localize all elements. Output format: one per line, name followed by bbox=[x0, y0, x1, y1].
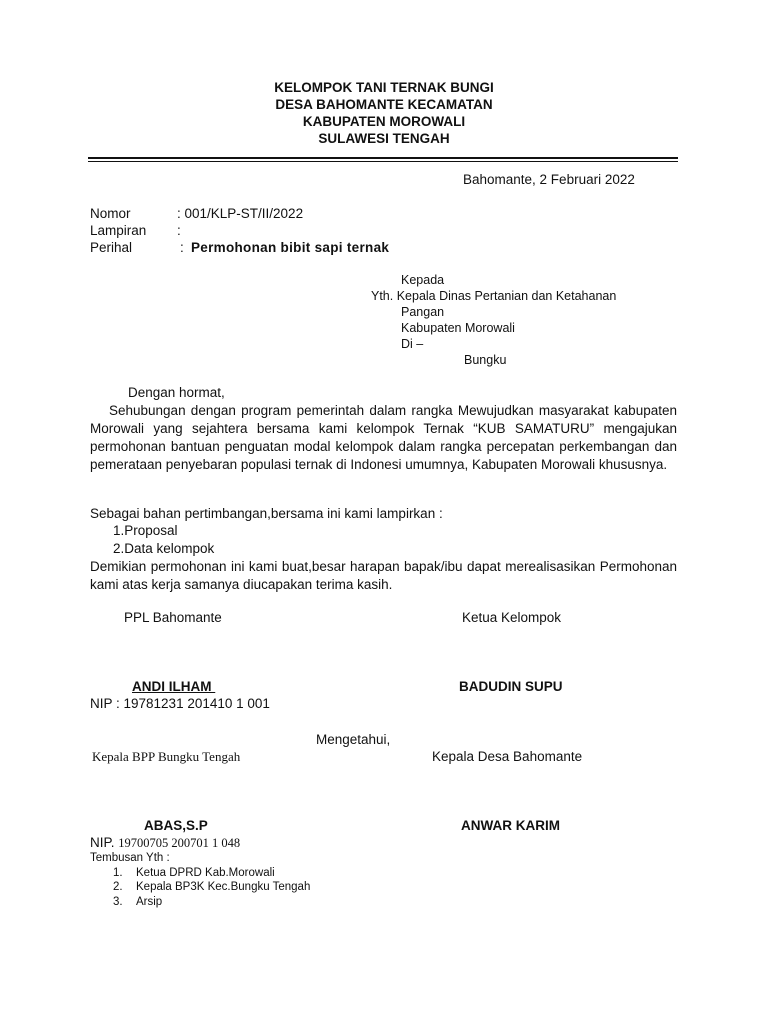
lampiran-value: : bbox=[177, 223, 181, 238]
signature-right-name: BADUDIN SUPU bbox=[459, 679, 563, 694]
perihal-colon: : bbox=[180, 240, 184, 255]
signature-right-title: Ketua Kelompok bbox=[462, 610, 562, 625]
tembusan-num-1: 1. bbox=[113, 867, 123, 879]
signature-right2-title: Kepala Desa Bahomante bbox=[432, 749, 583, 764]
attachment-item-data: 2.Data kelompok bbox=[113, 541, 215, 556]
mengetahui-label: Mengetahui, bbox=[316, 732, 391, 747]
signature-right2-name: ANWAR KARIM bbox=[461, 818, 560, 833]
perihal-label: Perihal bbox=[90, 240, 133, 255]
nip-label: NIP. bbox=[90, 835, 119, 850]
letterhead-line-3: KABUPATEN MOROWALI bbox=[302, 114, 466, 129]
attachment-item-proposal: 1.Proposal bbox=[113, 523, 178, 538]
recipient-pangan: Pangan bbox=[401, 305, 445, 319]
tembusan-title: Tembusan Yth : bbox=[90, 852, 170, 864]
tembusan-item-1: Ketua DPRD Kab.Morowali bbox=[136, 867, 275, 879]
signature-left-title: PPL Bahomante bbox=[124, 610, 222, 625]
signature-left-name: ANDI ILHAM bbox=[132, 679, 216, 694]
attachments-intro: Sebagai bahan pertimbangan,bersama ini kami lampirkan : bbox=[90, 506, 443, 521]
signature-left2-name: ABAS,S.P bbox=[144, 818, 208, 833]
salutation: Dengan hormat, bbox=[128, 385, 225, 400]
recipient-city: Bungku bbox=[464, 353, 507, 367]
signature-left2-title: Kepala BPP Bungku Tengah bbox=[92, 749, 241, 764]
nomor-value: : 001/KLP-ST/II/2022 bbox=[177, 206, 304, 221]
recipient-yth: Yth. Kepala Dinas Pertanian dan Ketahanan bbox=[371, 289, 617, 303]
tembusan-item-3: Arsip bbox=[136, 896, 163, 908]
place-date: Bahomante, 2 Februari 2022 bbox=[463, 172, 635, 187]
tembusan-num-2: 2. bbox=[113, 881, 123, 893]
tembusan-item-2: Kepala BP3K Kec.Bungku Tengah bbox=[136, 881, 311, 893]
closing-paragraph: Demikian permohonan ini kami buat,besar harapan bapak/ibu dapat merealisasikan Permohonan kami atas kerja samanya diucapakan terima kasih. bbox=[90, 559, 677, 592]
letterhead-divider-thick bbox=[88, 157, 678, 159]
signature-left2-nip bbox=[90, 835, 240, 851]
letterhead-divider-thin bbox=[88, 161, 678, 162]
signature-left-nip: NIP : 19781231 201410 1 001 bbox=[90, 696, 270, 711]
perihal-value: Permohonan bibit sapi ternak bbox=[191, 240, 390, 255]
letterhead-line-1: KELOMPOK TANI TERNAK BUNGI bbox=[274, 80, 494, 95]
tembusan-num-3: 3. bbox=[113, 896, 123, 908]
nip-value: 19700705 200701 1 048 bbox=[118, 836, 241, 850]
letterhead-line-4: SULAWESI TENGAH bbox=[318, 131, 450, 146]
recipient-kepada: Kepada bbox=[401, 273, 445, 287]
recipient-kabupaten: Kabupaten Morowali bbox=[401, 321, 515, 335]
lampiran-label: Lampiran bbox=[90, 223, 147, 238]
recipient-di: Di – bbox=[401, 337, 424, 351]
body-paragraph: Sehubungan dengan program pemerintah dalam rangka Mewujudkan masyarakat kabupaten Morowali yang sejahtera bersama kami kelompok Ternak “KUB SAMATURU” mengajukan permohonan bantuan penguatan modal kelompok dalam rangka percepatan perkembangan dan pemerataan penyebaran populasi ternak di Indonesi umumnya, Kabupaten Morowali khususnya. bbox=[90, 403, 677, 472]
nomor-label: Nomor bbox=[90, 206, 131, 221]
letterhead-line-2: DESA BAHOMANTE KECAMATAN bbox=[275, 97, 493, 112]
